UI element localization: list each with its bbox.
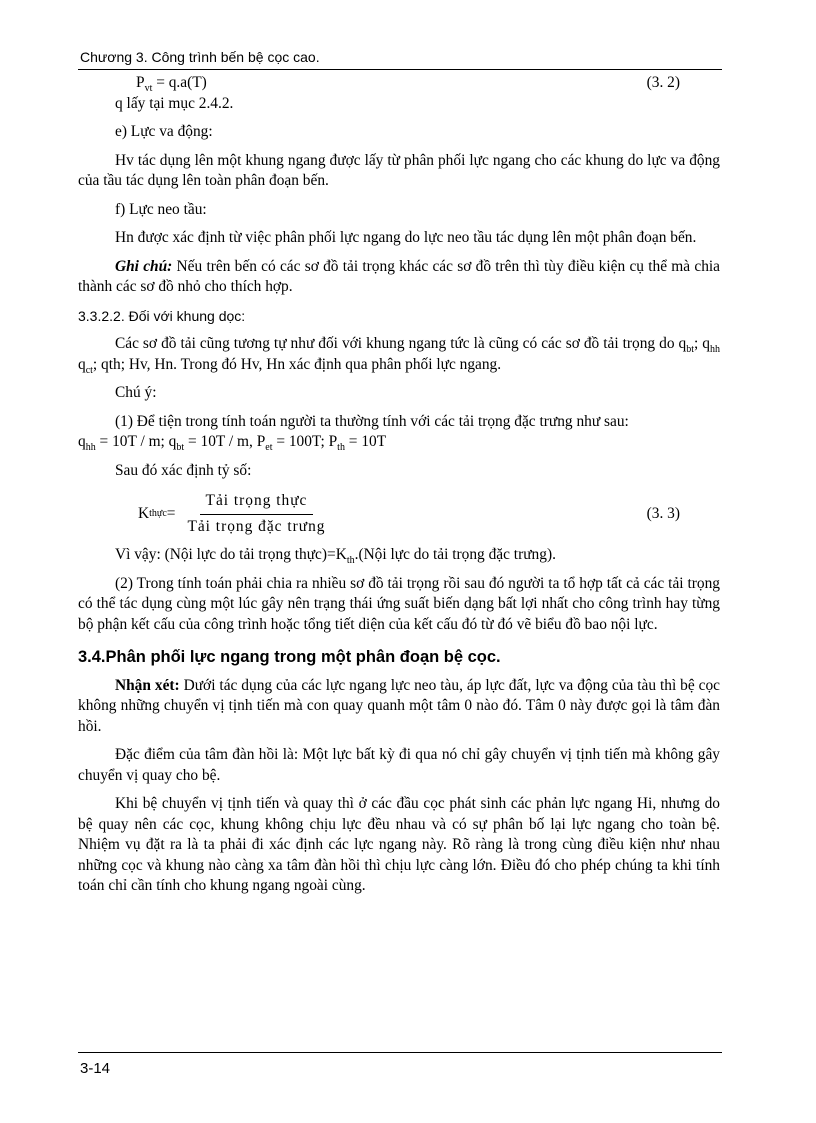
page-body — [78, 73, 720, 897]
vi-vay-sub: th — [346, 555, 355, 567]
paragraph-longitudinal — [78, 334, 720, 375]
load-q-hh-sub: hh — [85, 442, 96, 454]
eq32-rhs: = q.a(T) — [152, 74, 207, 91]
section-3-4-heading: 3.4.Phân phối lực ngang trong một phân đoạn bệ cọc. — [78, 648, 501, 666]
equation-3-2 — [78, 73, 720, 94]
load-q-bt-sub: bt — [176, 442, 185, 454]
ratio-intro: Sau đó xác định tỷ số: — [115, 461, 252, 479]
eq33-number: (3. 3) — [646, 504, 680, 522]
eq33-denominator: Tải trọng đặc trưng — [187, 517, 326, 535]
equation-3-3 — [78, 491, 720, 537]
nhan-xet-text: Dưới tác dụng của các lực ngang lực neo tàu, áp lực đất, lực va động của tàu thì bệ cọc không những chuyển vị tịnh tiến mà con quay quanh một tâm 0 nào đó. Tâm 0 này được gọi là tâm đàn hồi. — [78, 676, 720, 735]
dk-sub-bt: bt — [686, 344, 695, 356]
vi-vay-b: .(Nội lực do tải trọng đặc trưng). — [354, 546, 556, 563]
note-2: (2) Trong tính toán phải chia ra nhiều sơ đồ tải trọng rồi sau đó người ta tổ hợp tất cả các tải trọng có thể tác dụng cùng một lúc gây nên trạng thái ứng suất biến dạng bất lợi nhất cho công trình hay từng bộ phận kết cấu của công trình hoặc tổng tiết diện của kết cấu đó từ đó vẽ biểu đồ bao nội lực. — [78, 574, 720, 633]
header-rule — [78, 69, 722, 70]
dk-sub-hh: hh — [710, 344, 720, 356]
vi-vay-a: Vì vậy: (Nội lực do tải trọng thực)=K — [115, 546, 347, 563]
note-1: (1) Để tiện trong tính toán người ta thường tính với các tải trọng đặc trưng như sau: — [115, 412, 629, 430]
eq33-numerator: Tải trọng thực — [200, 491, 314, 515]
dk-text-a: Các sơ đồ tải cũng tương tự như đối với khung ngang tức là cũng có các sơ đồ tải trọng do q — [115, 335, 687, 352]
page-number: 3-14 — [80, 1060, 111, 1077]
nhan-xet-label: Nhận xét: — [115, 676, 180, 694]
footer-rule — [78, 1052, 722, 1053]
load-p-et: P — [256, 433, 266, 450]
load-q-hh: q — [78, 433, 86, 450]
eq32-lhs-sub: vt — [144, 83, 153, 95]
dac-diem-paragraph: Đặc điểm của tâm đàn hồi là: Một lực bất kỳ đi qua nó chỉ gây chuyển vị tịnh tiến mà không gây chuyển vị quay cho bệ. — [78, 746, 720, 784]
q-note: q lấy tại mục 2.4.2. — [115, 94, 234, 112]
load-p-et-value: = 100T; — [272, 433, 329, 450]
load-p-th: P — [328, 433, 338, 450]
dk-sub-ct: ct — [85, 364, 93, 376]
note-label: Ghi chú: — [115, 257, 173, 275]
eq32-number: (3. 2) — [646, 74, 680, 91]
dk-text-b: ; q — [694, 335, 710, 352]
standard-loads — [78, 432, 720, 453]
paragraph-f: Hn được xác định từ việc phân phối lực ngang do lực neo tầu tác dụng lên một phân đoạn bến. — [115, 229, 697, 246]
section-3-3-2-2: 3.3.2.2. Đối với khung dọc: — [78, 307, 246, 324]
nhan-xet-paragraph — [78, 676, 720, 738]
paragraph-e: Hv tác dụng lên một khung ngang được lấy từ phân phối lực ngang cho các khung do lực va động của tầu tác dụng lên toàn phân đoạn bến. — [78, 151, 720, 189]
load-p-th-value: = 10T — [344, 433, 387, 450]
load-q-bt-value: = 10T / m, — [184, 433, 257, 450]
eq33-equals: = — [166, 504, 176, 522]
eq32-lhs: P — [136, 74, 145, 91]
running-header: Chương 3. Công trình bến bệ cọc cao. — [80, 49, 320, 65]
load-q-hh-value: = 10T / m; — [95, 433, 169, 450]
load-q-bt: q — [168, 433, 177, 450]
khi-be-paragraph: Khi bệ chuyển vị tịnh tiến và quay thì ở các đầu cọc phát sinh các phản lực ngang Hi, nhưng do bệ quay nên các cọc, khung không chịu lực đều nhau và có sự phân bố lại lực ngang cho toàn bệ. Nhiệm vụ đặt ra là ta phải đi xác định các lực ngang này. Rõ ràng là trong cùng điều kiện như nhau những cọc và khung nào càng xa tâm đàn hồi thì chịu lực càng lớn. Điều đó cho phép chúng ta khi tính toán chỉ cần tính cho khung ngang ngoài cùng. — [78, 795, 720, 894]
note-text: Nếu trên bến có các sơ đồ tải trọng khác các sơ đồ trên thì tùy điều kiện cụ thể mà chia thành các sơ đồ nhỏ cho thích hợp. — [78, 257, 721, 295]
note-paragraph — [78, 257, 720, 298]
heading-f: f) Lực neo tầu: — [115, 200, 207, 218]
vi-vay — [78, 545, 720, 566]
load-p-th-sub: th — [337, 442, 345, 454]
dk-text-c: q — [78, 355, 86, 373]
load-p-et-sub: et — [265, 442, 273, 454]
eq33-lhs: K — [138, 504, 150, 522]
heading-e: e) Lực va động: — [115, 123, 213, 140]
chu-y: Chú ý: — [115, 384, 157, 401]
eq33-expression: K thực = $\frac{\text{Tải trọng thực}}{\text{Tải trọng đặc trưng}}$ — [138, 491, 331, 537]
dk-text-d: ; qth; Hv, Hn. Trong đó Hv, Hn xác định qua phân phối lực ngang. — [92, 355, 502, 373]
eq33-fraction — [181, 491, 331, 537]
